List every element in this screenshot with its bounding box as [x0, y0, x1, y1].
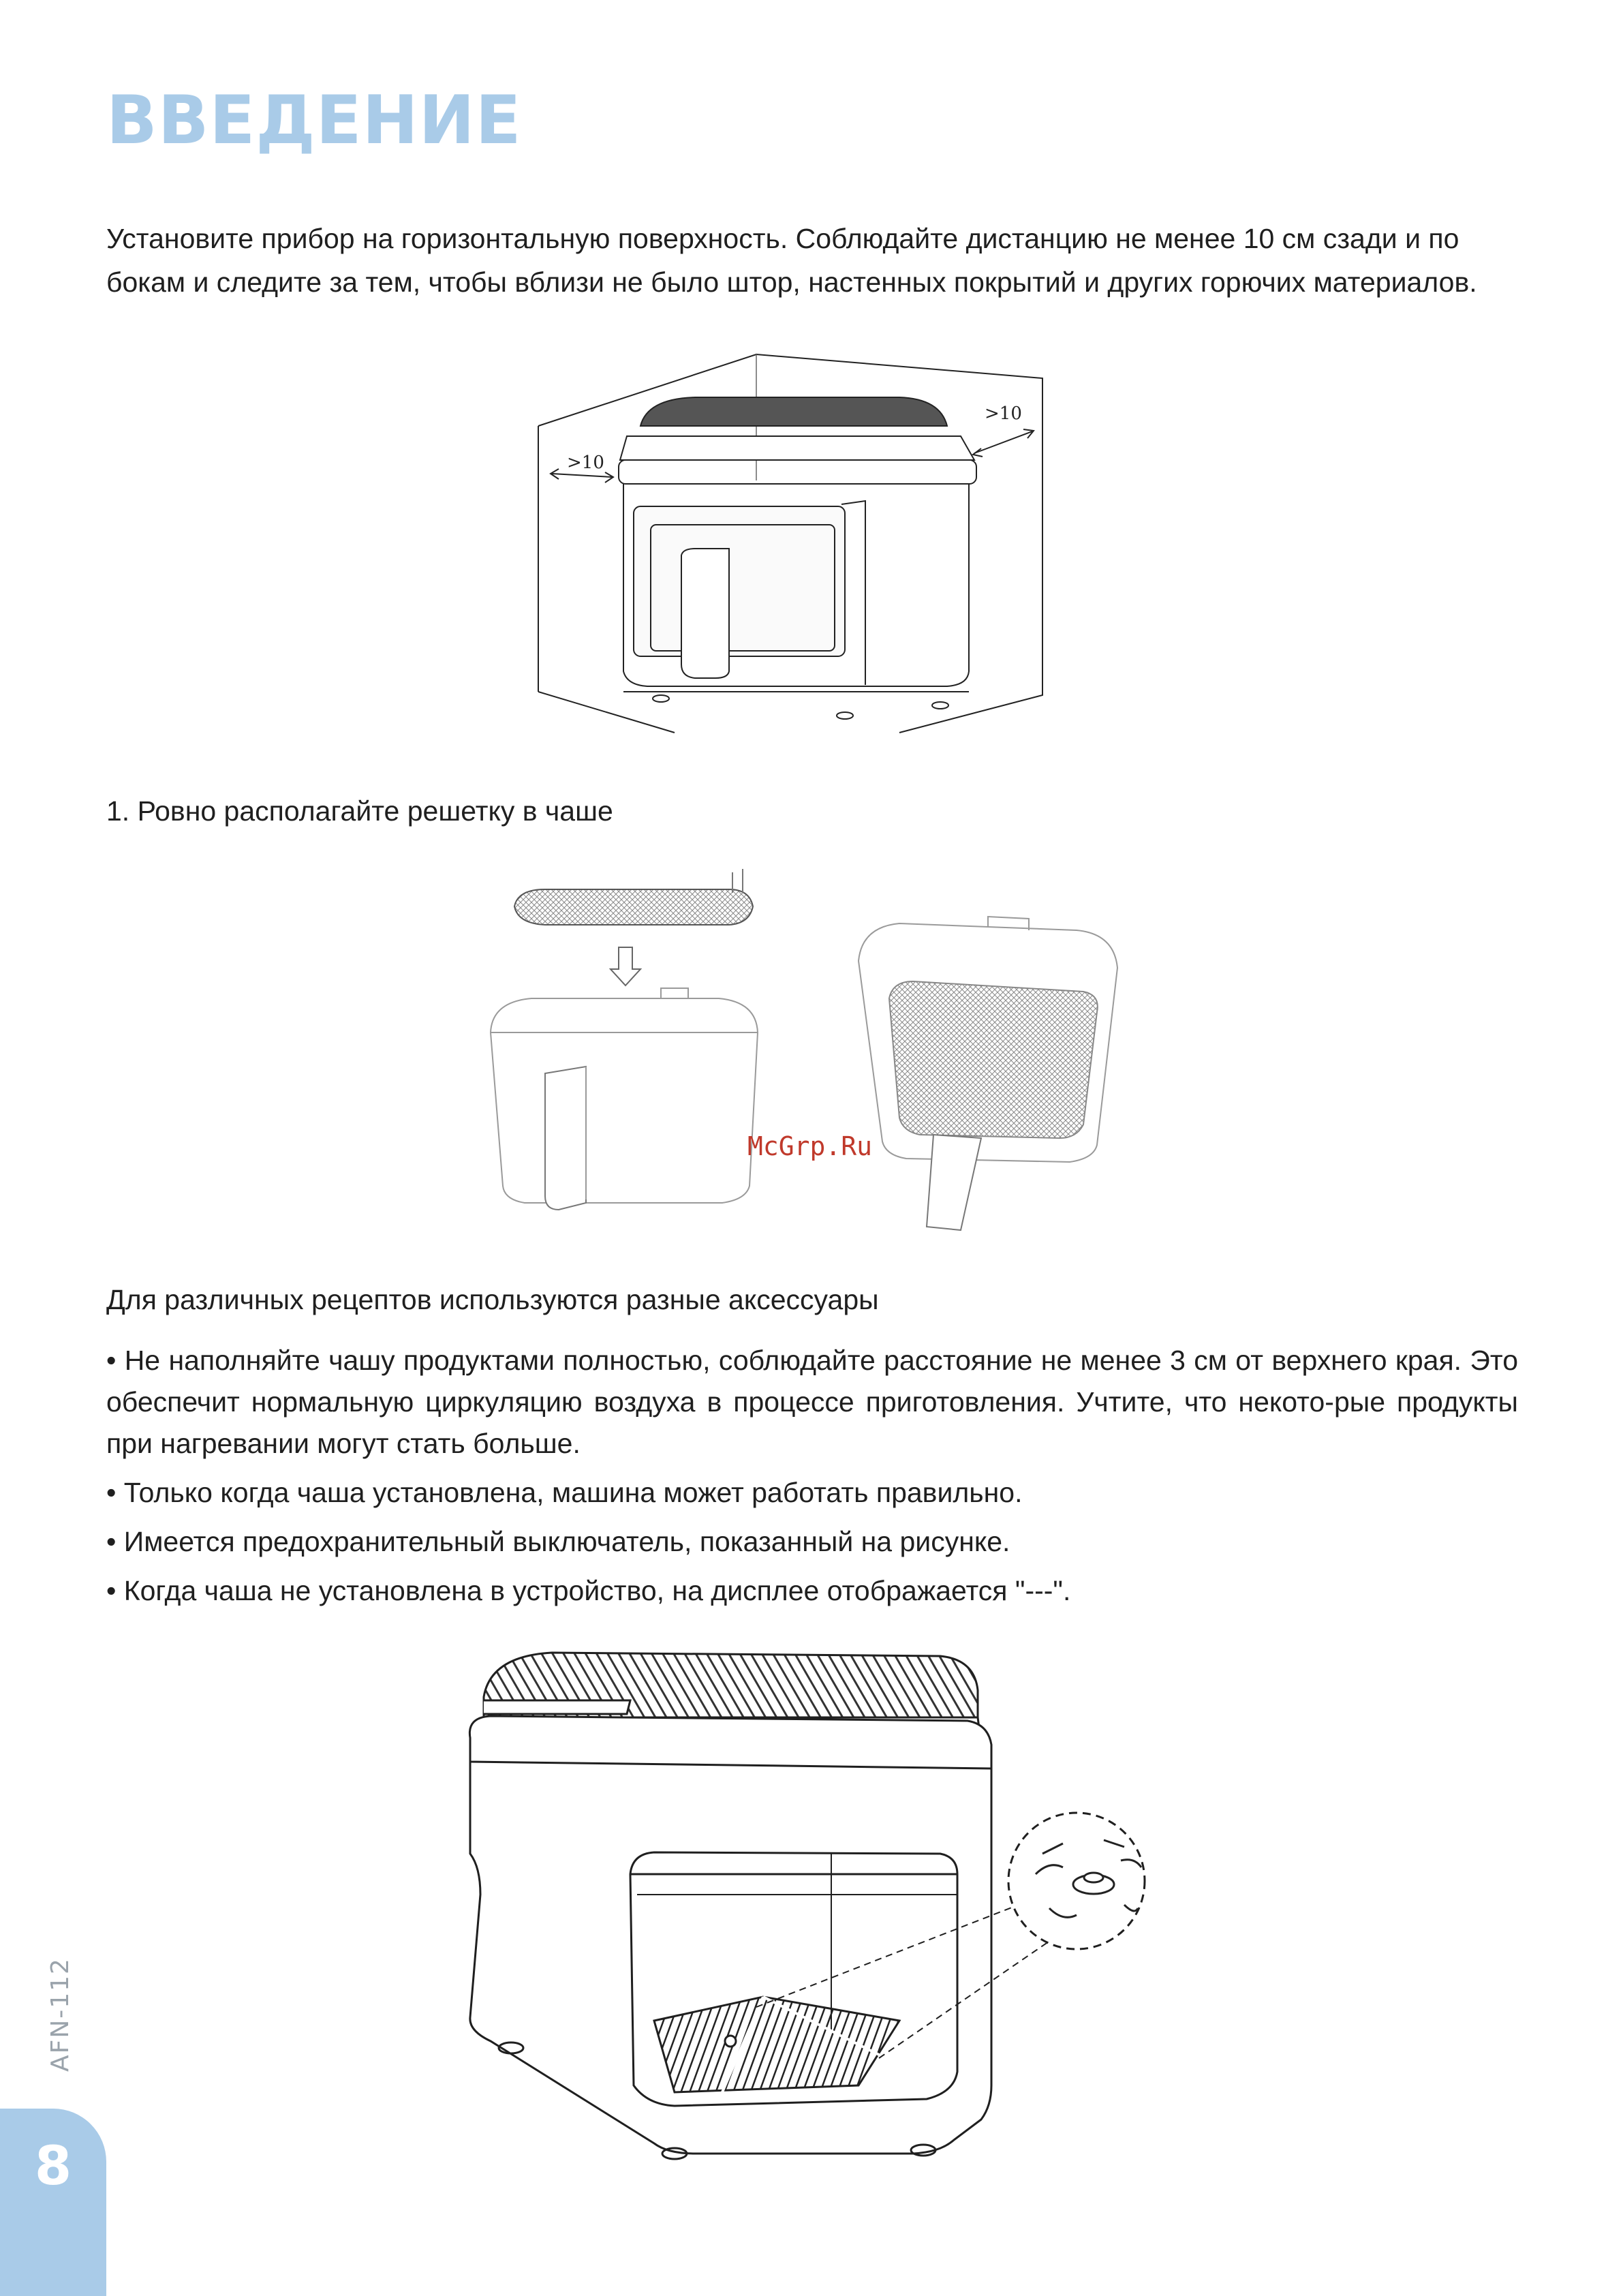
figure-safety-switch: [450, 1649, 1172, 2167]
step-1-text: 1. Ровно располагайте решетку в чаше: [106, 795, 613, 827]
bullet-item: • Только когда чаша установлена, машина может работать правильно.: [106, 1477, 1023, 1508]
page-title: ВВЕДЕНИЕ: [106, 82, 522, 159]
watermark: McGrp.Ru: [747, 1131, 873, 1161]
model-label: AFN-112: [46, 1957, 74, 2072]
page-number: 8: [34, 2136, 72, 2197]
figure-grid-in-basket: [477, 859, 1151, 1234]
accessories-note: Для различных рецептов используются разные аксессуары: [106, 1284, 879, 1315]
down-arrow-icon: [610, 947, 640, 985]
bullet-item: • Не наполняйте чашу продуктами полностью, соблюдайте расстояние не менее 3 см от верхнего края. Это обеспечит нормальную циркуляцию воздуха в процессе приготовления. Учтите, что некото-рые продукты при нагревании могут стать больше.: [106, 1345, 1518, 1459]
right-clearance-label: >10: [985, 403, 1022, 424]
bullet-item: • Имеется предохранительный выключатель, показанный на рисунке.: [106, 1526, 1010, 1557]
figure-clearance: [531, 351, 1063, 736]
intro-paragraph: Установите прибор на горизонтальную поверхность. Соблюдайте дистанцию не менее 10 см сзади и по бокам и следите за тем, чтобы вблизи не было штор, настенных покрытий и других горючих материалов.: [106, 223, 1477, 298]
bullet-item: • Когда чаша не установлена в устройство, на дисплее отображается "---".: [106, 1575, 1071, 1606]
left-clearance-label: >10: [567, 453, 604, 473]
